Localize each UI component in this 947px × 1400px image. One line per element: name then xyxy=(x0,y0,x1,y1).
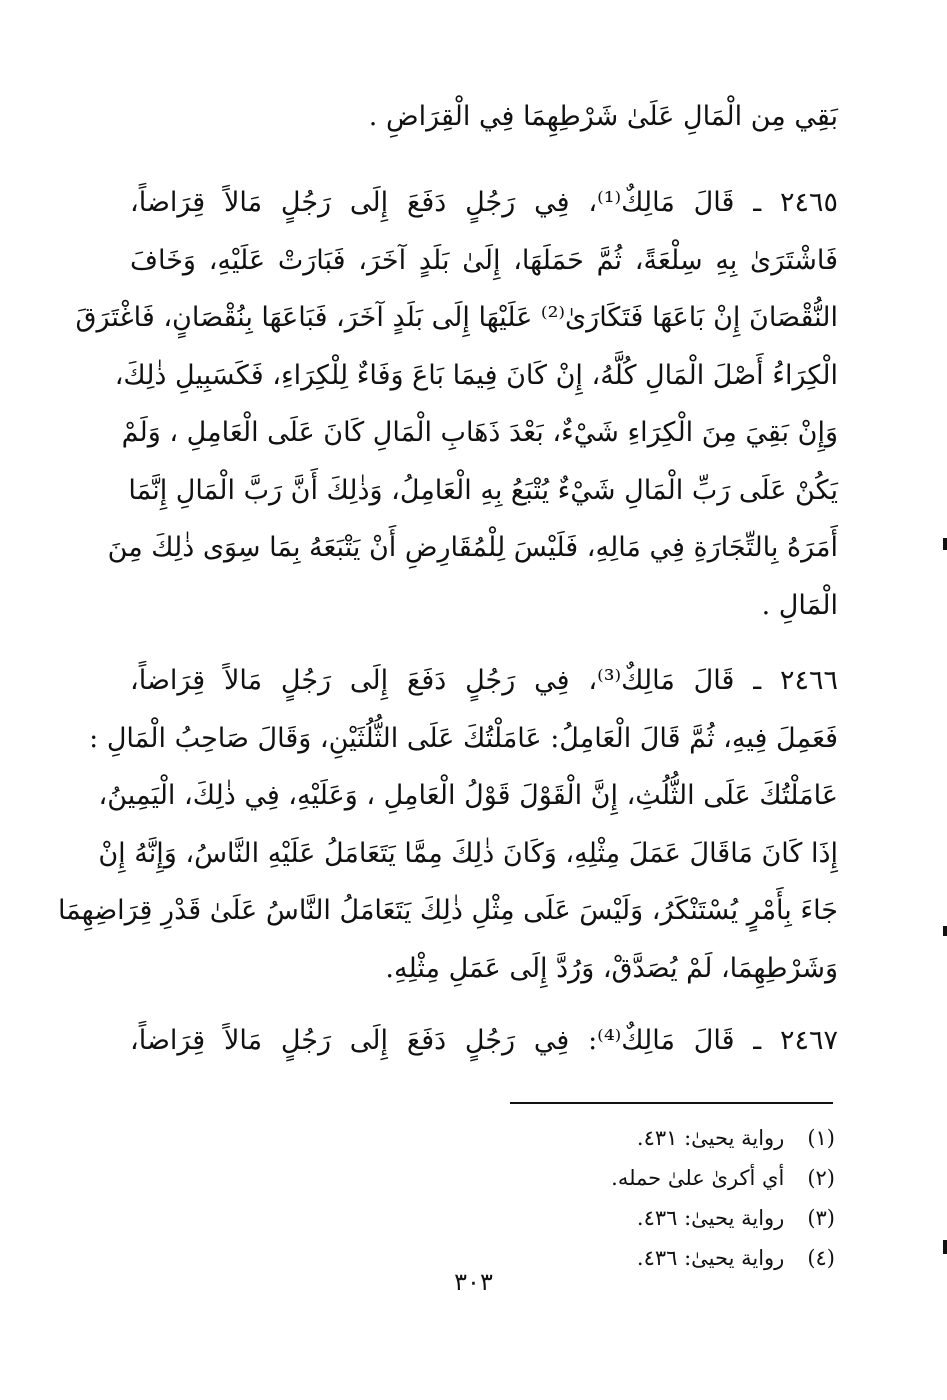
text-line: الْمَالِ . xyxy=(761,589,838,621)
footnote-1 xyxy=(480,1118,835,1158)
footnote-number: (١) xyxy=(807,1126,835,1150)
text-line: فَعَمِلَ فِيهِ، ثُمَّ قَالَ الْعَامِلُ: عَامَلْتُكَ عَلَى الثُّلُثَيْنِ، وَقَالَ صَاحِبُ الْمَالِ : xyxy=(89,722,838,754)
paragraph-2465 xyxy=(75,174,838,634)
intro-paragraph xyxy=(130,88,838,146)
text-line: ٢٤٦٧ ـ قَالَ مَالِكٌ⁽⁴⁾: فِي رَجُلٍ دَفَعَ إِلَى رَجُلٍ مَالاً قِرَاضاً، xyxy=(130,1025,838,1056)
footnote-2 xyxy=(480,1158,835,1198)
scan-mark xyxy=(943,538,947,550)
text-line: عَامَلْتُكَ عَلَى الثُّلُثِ، إِنَّ الْقَوْلَ قَوْلُ الْعَامِلِ ، وَعَلَيْهِ، فِي ذٰلِكَ، الْيَمِينُ، xyxy=(98,780,838,811)
footnote-number: (٤) xyxy=(807,1246,835,1270)
text-line: وَشَرْطِهِمَا، لَمْ يُصَدَّقْ، وَرُدَّ إِلَى عَمَلِ مِثْلِهِ. xyxy=(385,952,838,984)
footnote-number: (٢) xyxy=(807,1166,835,1190)
text-line: جَاءَ بِأَمْرٍ يُسْتَنْكَرُ، وَلَيْسَ عَلَى مِثْلِ ذٰلِكَ يَتَعَامَلُ النَّاسُ عَلَىٰ قَدْرِ قِرَاضِهِمَا xyxy=(57,895,838,926)
footnote-text: رواية يحيىٰ: ٤٣٦. xyxy=(636,1206,785,1230)
footnote-text: رواية يحيىٰ: ٤٣٦. xyxy=(636,1246,785,1270)
text-line: يَكُنْ عَلَى رَبِّ الْمَالِ شَيْءٌ يُتْبَعُ بِهِ الْعَامِلُ، وَذٰلِكَ أَنَّ رَبَّ الْمَالِ إِنَّمَا xyxy=(128,474,838,506)
footnote-divider xyxy=(510,1102,833,1104)
footnote-number: (٣) xyxy=(807,1206,835,1230)
page-number: ٣٠٣ xyxy=(454,1268,493,1296)
text-line: بَقِي مِن الْمَالِ عَلَىٰ شَرْطِهِمَا فِي الْقِرَاضِ . xyxy=(368,101,838,132)
paragraph-2466 xyxy=(57,652,838,997)
scan-mark xyxy=(943,1240,947,1254)
text-line: إِذَا كَانَ مَاقَالَ عَمَلَ مِثْلِهِ، وَكَانَ ذٰلِكَ مِمَّا يَتَعَامَلُ عَلَيْهِ النَّاسُ، وَإِنَّهُ إِنْ xyxy=(98,837,838,869)
text-line: ٢٤٦٥ ـ قَالَ مَالِكٌ⁽¹⁾، فِي رَجُلٍ دَفَعَ إِلَى رَجُلٍ مَالاً قِرَاضاً، xyxy=(130,187,838,218)
paragraph-2467 xyxy=(130,1012,838,1070)
text-line: فَاشْتَرَىٰ بِهِ سِلْعَةً، ثُمَّ حَمَلَهَا، إِلَىٰ بَلَدٍ آخَرَ، فَبَارَتْ عَلَيْهِ، وَخَافَ xyxy=(130,244,838,276)
text-line: النُّقْصَانَ إِنْ بَاعَهَا فَتَكَارَىٰ⁽²⁾ عَلَيْهَا إِلَى بَلَدٍ آخَرَ، فَبَاعَهَا بِنُقْصَانٍ، فَاغْتَرَقَ xyxy=(75,302,838,333)
text-line: وَإِنْ بَقِيَ مِنَ الْكِرَاءِ شَيْءٌ، بَعْدَ ذَهَابِ الْمَالِ كَانَ عَلَى الْعَامِلِ ، وَلَمْ xyxy=(121,417,838,448)
text-line: الْكِرَاءُ أَصْلَ الْمَالِ كُلَّهُ، إِنْ كَانَ فِيمَا بَاعَ وَفَاءٌ لِلْكِرَاءِ، فَكَسَبِيلِ ذٰلِكَ، xyxy=(114,359,838,391)
footnote-text: أي أكرىٰ علىٰ حمله. xyxy=(611,1166,785,1190)
text-line: ٢٤٦٦ ـ قَالَ مَالِكٌ⁽³⁾، فِي رَجُلٍ دَفَعَ إِلَى رَجُلٍ مَالاً قِرَاضاً، xyxy=(130,665,838,696)
text-line: أَمَرَهُ بِالتِّجَارَةِ فِي مَالِهِ، فَلَيْسَ لِلْمُقَارِضِ أَنْ يَتْبَعَهُ بِمَا سِوَى ذٰلِكَ مِنَ xyxy=(107,532,838,563)
footnote-3 xyxy=(480,1198,835,1238)
scan-mark xyxy=(943,926,947,936)
footnotes xyxy=(480,1118,835,1278)
footnote-text: رواية يحيىٰ: ٤٣١. xyxy=(636,1126,785,1150)
